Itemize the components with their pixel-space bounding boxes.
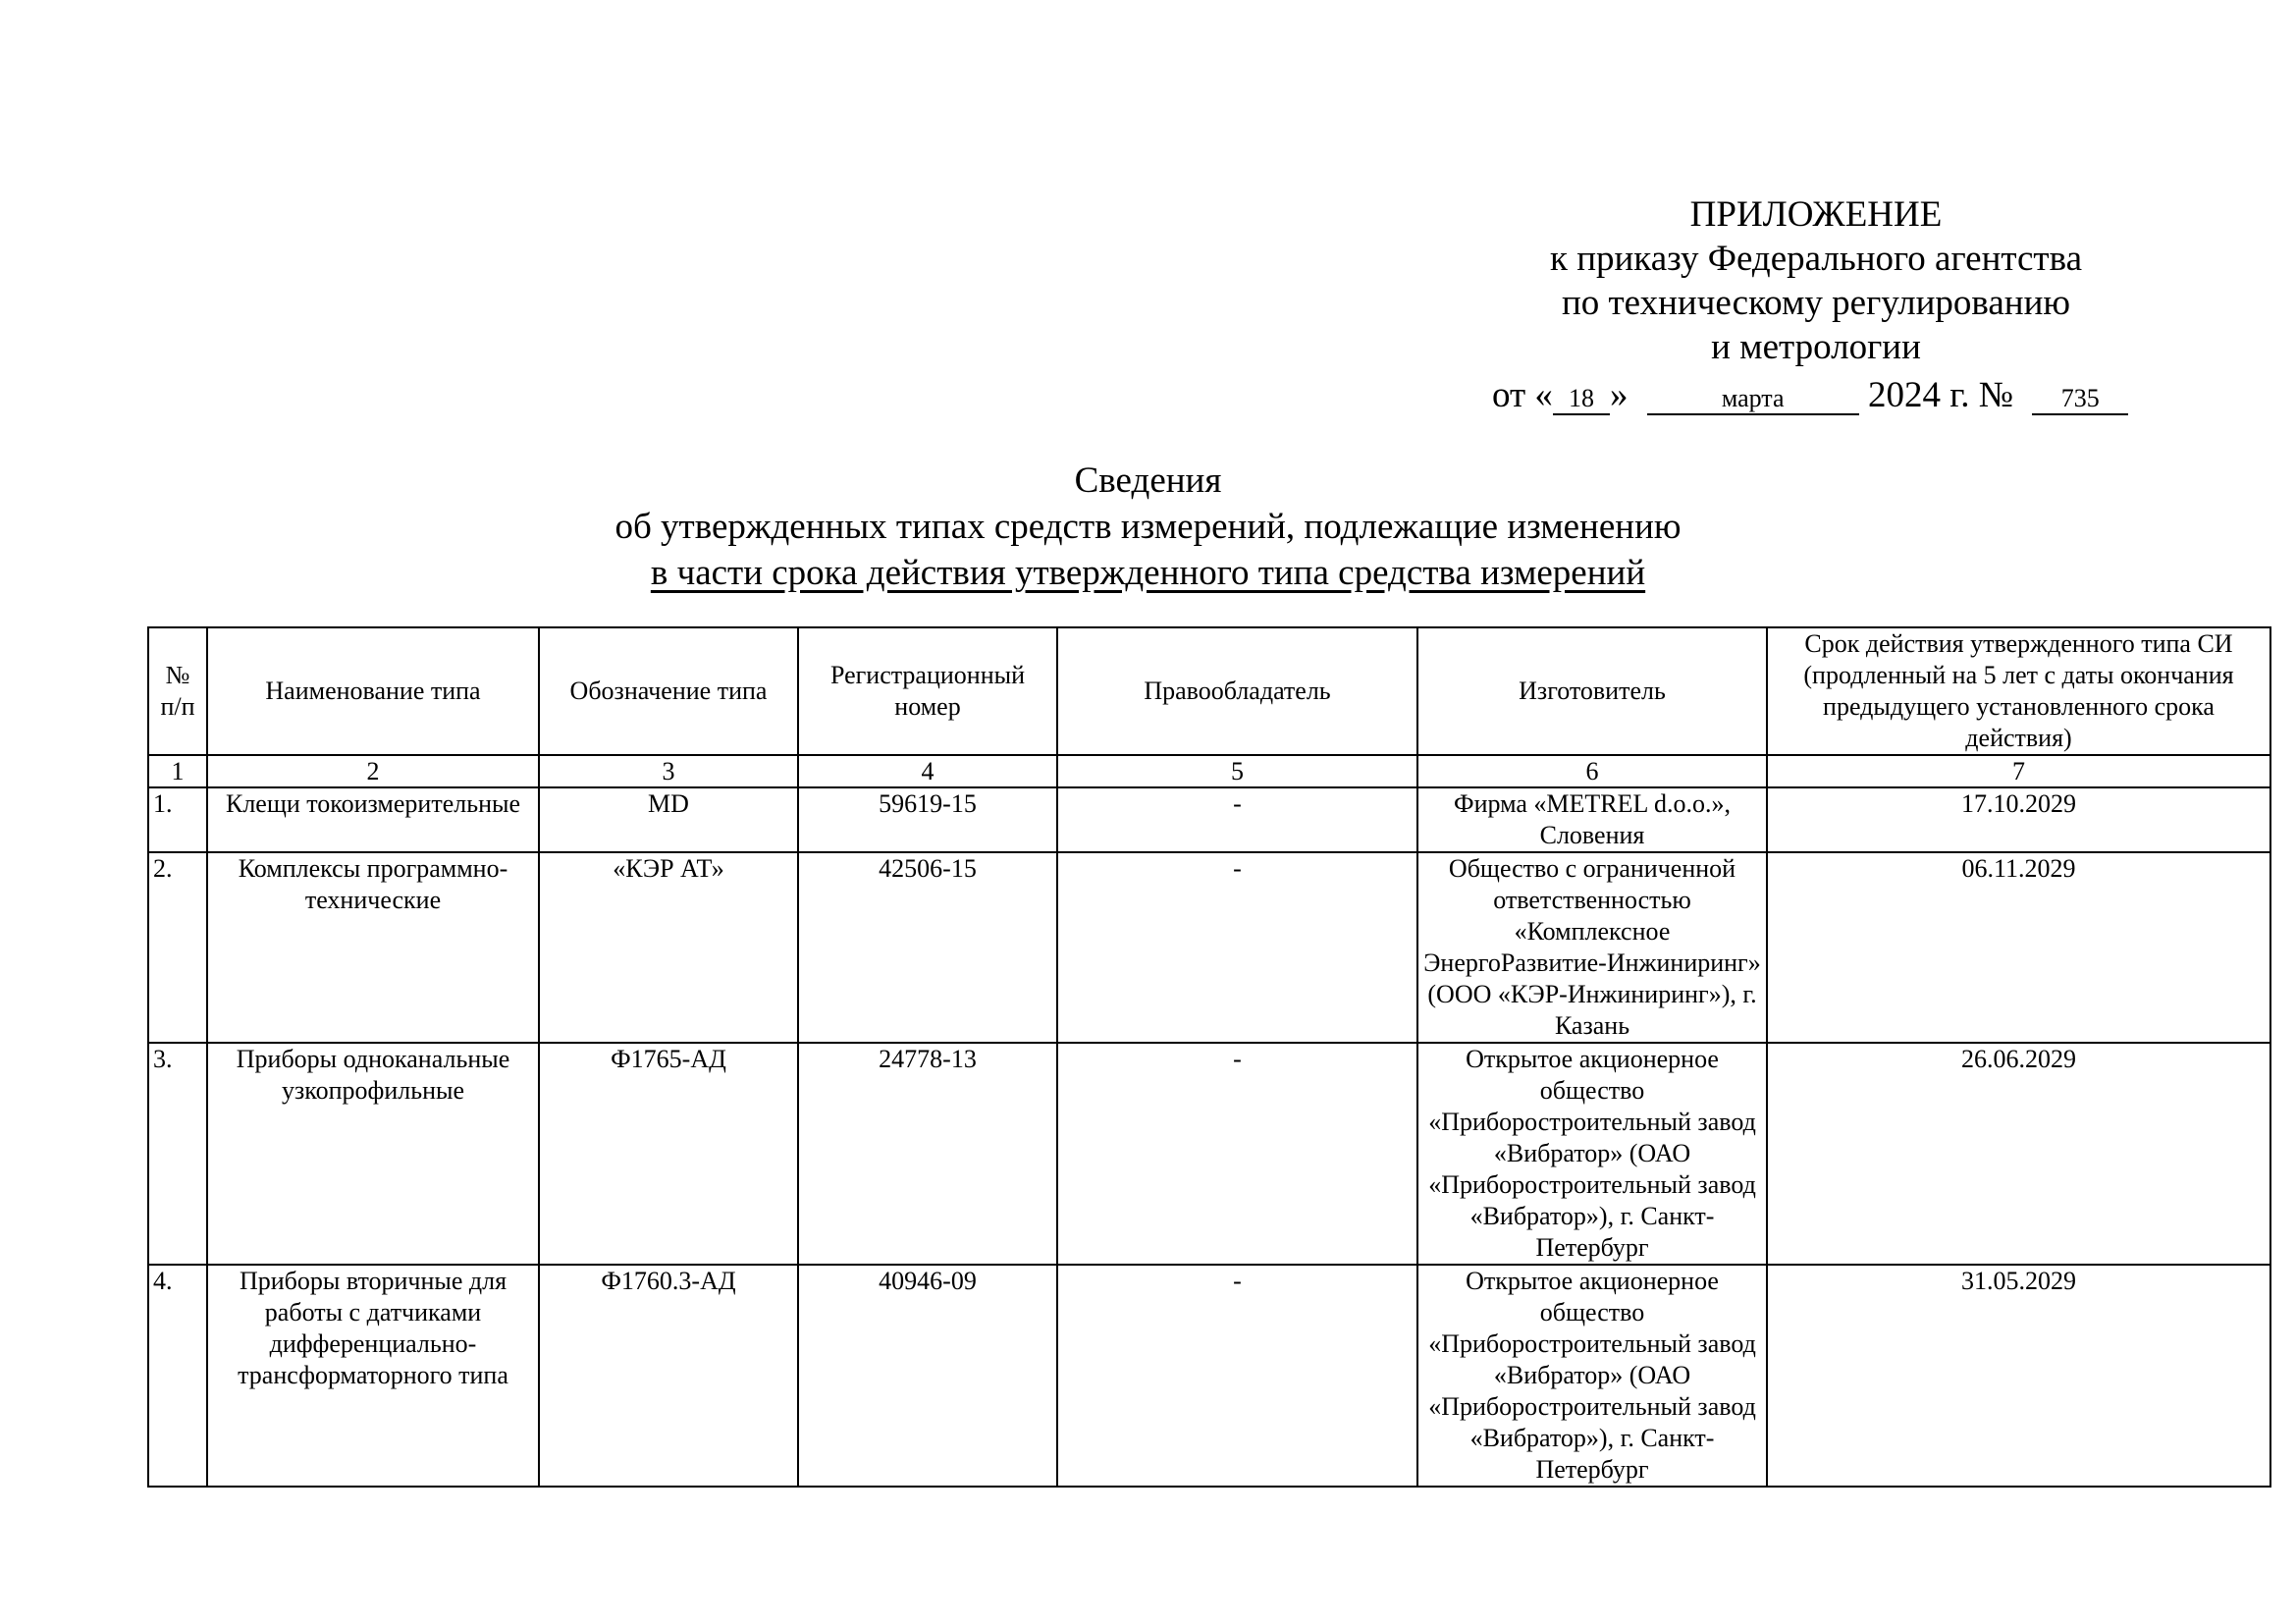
order-number: 735 <box>2032 384 2128 415</box>
table-row <box>148 1265 2270 1487</box>
header-reg-number: Регистрационный номер <box>798 627 1057 755</box>
row-designation: MD <box>539 787 798 852</box>
heading-title: Сведения <box>1074 460 1222 501</box>
heading-line-1: об утвержденных типах средств измерений, подлежащие изменению <box>614 507 1682 547</box>
row-manufacturer: Фирма «METREL d.o.o.», Словения <box>1417 787 1767 852</box>
row-manufacturer: Открытое акционерное общество «Приборостроительный завод «Вибратор» (ОАО «Приборостроительный завод «Вибратор»), г. Санкт-Петербург <box>1417 1265 1767 1487</box>
row-designation: «КЭР АТ» <box>539 852 798 1043</box>
row-designation: Ф1765-АД <box>539 1043 798 1265</box>
header-validity: Срок действия утвержденного типа СИ (продленный на 5 лет с даты окончания предыдущего установленного срока действия) <box>1767 627 2270 755</box>
row-validity: 26.06.2029 <box>1767 1043 2270 1265</box>
row-validity: 06.11.2029 <box>1767 852 2270 1043</box>
column-number: 5 <box>1057 755 1417 787</box>
column-number: 4 <box>798 755 1057 787</box>
header-name: Наименование типа <box>207 627 539 755</box>
document-heading <box>0 458 2296 596</box>
row-num: 3. <box>148 1043 207 1265</box>
appendix-line-1: к приказу Федерального агентства <box>1549 239 2082 279</box>
row-name: Клещи токоизмерительные <box>207 787 539 852</box>
row-reg-number: 40946-09 <box>798 1265 1057 1487</box>
row-name: Комплексы программно-технические <box>207 852 539 1043</box>
column-numbers-row <box>148 755 2270 787</box>
table-row <box>148 787 2270 852</box>
appendix-line-2: по техническому регулированию <box>1561 283 2071 323</box>
measuring-instruments-table <box>147 626 2271 1488</box>
table-row <box>148 1043 2270 1265</box>
row-num: 1. <box>148 787 207 852</box>
column-number: 6 <box>1417 755 1767 787</box>
row-reg-number: 42506-15 <box>798 852 1057 1043</box>
row-holder: - <box>1057 1043 1417 1265</box>
order-date-line <box>1492 373 2128 417</box>
appendix-line-3: и метрологии <box>1711 327 1921 367</box>
row-holder: - <box>1057 1265 1417 1487</box>
column-number: 3 <box>539 755 798 787</box>
order-day: 18 <box>1553 384 1610 415</box>
header-manufacturer: Изготовитель <box>1417 627 1767 755</box>
row-reg-number: 59619-15 <box>798 787 1057 852</box>
row-num: 4. <box>148 1265 207 1487</box>
row-name: Приборы вторичные для работы с датчиками дифференциально-трансформаторного типа <box>207 1265 539 1487</box>
header-designation: Обозначение типа <box>539 627 798 755</box>
row-num: 2. <box>148 852 207 1043</box>
column-number: 7 <box>1767 755 2270 787</box>
row-holder: - <box>1057 852 1417 1043</box>
column-number: 2 <box>207 755 539 787</box>
column-number: 1 <box>148 755 207 787</box>
row-designation: Ф1760.3-АД <box>539 1265 798 1487</box>
row-validity: 17.10.2029 <box>1767 787 2270 852</box>
heading-line-2: в части срока действия утвержденного типа средства измерений <box>650 553 1646 593</box>
table-row <box>148 852 2270 1043</box>
row-manufacturer: Общество с ограниченной ответственностью «Комплексное ЭнергоРазвитие-Инжиниринг» (ООО «КЭР-Инжиниринг»), г. Казань <box>1417 852 1767 1043</box>
header-num: № п/п <box>148 627 207 755</box>
order-year: 2024 г. № <box>1867 375 2013 415</box>
row-validity: 31.05.2029 <box>1767 1265 2270 1487</box>
header-holder: Правообладатель <box>1057 627 1417 755</box>
appendix-block <box>1472 192 2160 369</box>
appendix-title: ПРИЛОЖЕНИЕ <box>1689 194 1943 235</box>
order-month: марта <box>1647 384 1859 415</box>
row-holder: - <box>1057 787 1417 852</box>
date-close: » <box>1609 375 1629 415</box>
row-name: Приборы одноканальные узкопрофильные <box>207 1043 539 1265</box>
table-header-row <box>148 627 2270 755</box>
row-manufacturer: Открытое акционерное общество «Приборостроительный завод «Вибратор» (ОАО «Приборостроительный завод «Вибратор»), г. Санкт-Петербург <box>1417 1043 1767 1265</box>
row-reg-number: 24778-13 <box>798 1043 1057 1265</box>
date-prefix: от « <box>1492 375 1553 415</box>
